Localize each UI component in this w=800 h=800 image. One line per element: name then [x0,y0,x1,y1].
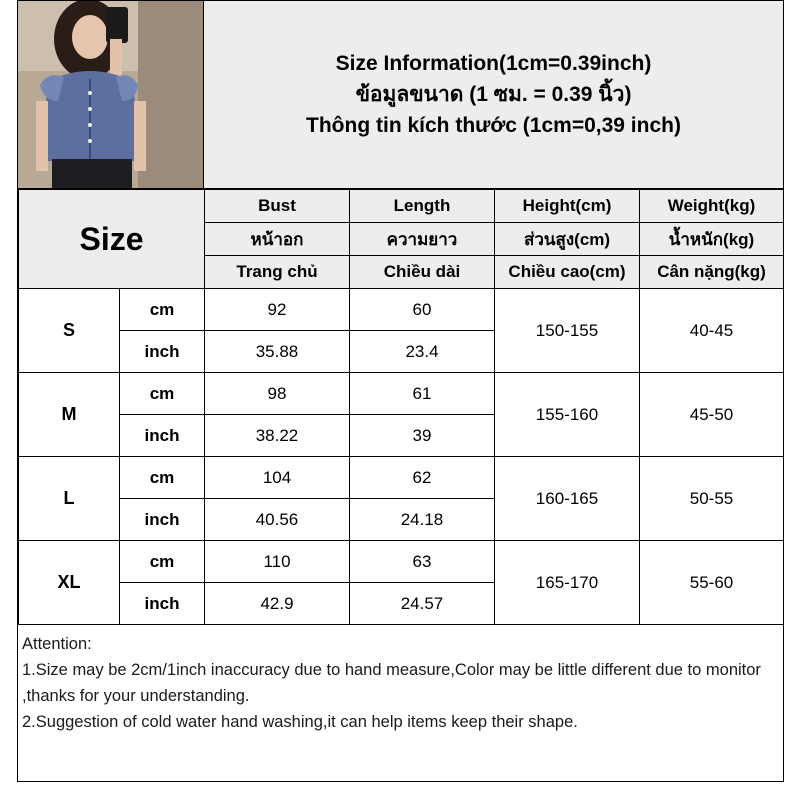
header-title-english: Size Information(1cm=0.39inch) [335,52,652,75]
attention-notes [18,628,783,781]
weight-cell: 50-55 [640,457,784,541]
height-cell: 150-155 [495,289,640,373]
size-cell: XL [19,541,120,625]
notes-heading: Attention: [22,635,92,653]
table-row [19,373,784,415]
height-cell: 160-165 [495,457,640,541]
length-cell: 24.18 [350,499,495,541]
bust-header-vietnamese: Trang chủ [205,256,350,289]
size-chart [17,0,784,782]
unit-cell: cm [120,373,205,415]
note-item: 1.Size may be 2cm/1inch inaccuracy due to hand measure,Color may be little different due to monitor ,thanks for your understanding. [22,661,761,705]
bust-cell: 42.9 [205,583,350,625]
bust-cell: 92 [205,289,350,331]
weight-cell: 40-45 [640,289,784,373]
weight-header: Weight(kg) [640,190,784,223]
product-photo [18,1,204,189]
size-cell: M [19,373,120,457]
unit-cell: inch [120,499,205,541]
size-information-header [204,1,783,189]
bust-cell: 35.88 [205,331,350,373]
weight-cell: 55-60 [640,541,784,625]
bust-header: Bust [205,190,350,223]
unit-cell: inch [120,415,205,457]
length-cell: 24.57 [350,583,495,625]
size-table [18,189,784,625]
length-cell: 63 [350,541,495,583]
height-cell: 165-170 [495,541,640,625]
product-photo-image [18,1,204,189]
weight-cell: 45-50 [640,373,784,457]
bust-cell: 104 [205,457,350,499]
table-header-row [19,190,784,223]
height-header-vietnamese: Chiều cao(cm) [495,256,640,289]
length-cell: 61 [350,373,495,415]
size-column-header: Size [19,190,205,289]
height-cell: 155-160 [495,373,640,457]
unit-cell: cm [120,289,205,331]
unit-cell: inch [120,331,205,373]
unit-cell: cm [120,457,205,499]
height-header-thai: ส่วนสูง(cm) [495,223,640,256]
table-row [19,289,784,331]
unit-cell: cm [120,541,205,583]
size-cell: L [19,457,120,541]
length-header-thai: ความยาว [350,223,495,256]
bust-cell: 110 [205,541,350,583]
unit-cell: inch [120,583,205,625]
bust-cell: 98 [205,373,350,415]
bust-cell: 40.56 [205,499,350,541]
length-cell: 39 [350,415,495,457]
length-header-vietnamese: Chiều dài [350,256,495,289]
size-cell: S [19,289,120,373]
bust-header-thai: หน้าอก [205,223,350,256]
length-cell: 62 [350,457,495,499]
table-row [19,457,784,499]
weight-header-thai: น้ำหนัก(kg) [640,223,784,256]
header-title-vietnamese: Thông tin kích thước (1cm=0,39 inch) [306,114,681,137]
note-item: 2.Suggestion of cold water hand washing,it can help items keep their shape. [22,713,578,731]
length-cell: 60 [350,289,495,331]
length-header: Length [350,190,495,223]
weight-header-vietnamese: Cân nặng(kg) [640,256,784,289]
table-row [19,541,784,583]
height-header: Height(cm) [495,190,640,223]
length-cell: 23.4 [350,331,495,373]
header-title-thai: ข้อมูลขนาด (1 ซม. = 0.39 นิ้ว) [355,83,632,106]
bust-cell: 38.22 [205,415,350,457]
